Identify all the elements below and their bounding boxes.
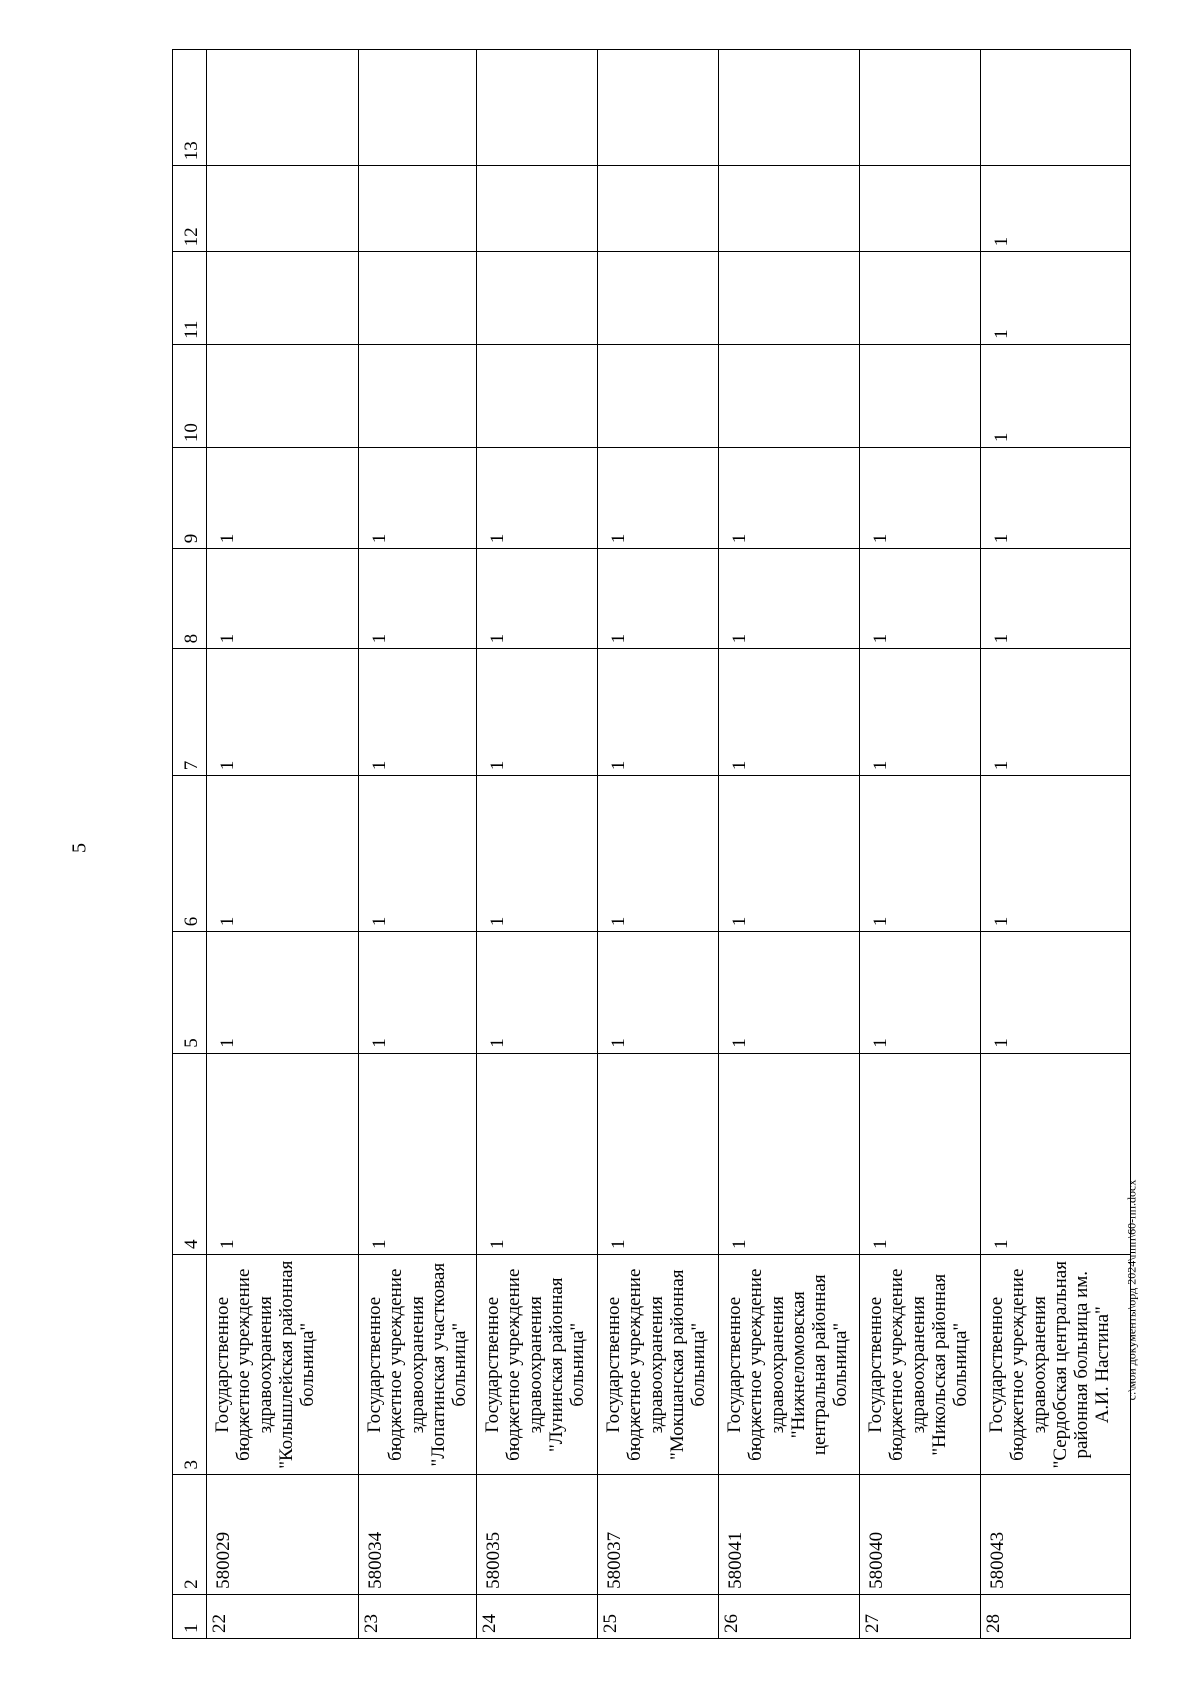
- value-cell: 1: [359, 448, 477, 549]
- value-cell: [719, 344, 860, 447]
- code-cell: 580029: [207, 1475, 359, 1594]
- organization-name-cell: Государственное бюджетное учреждение здравоохранения "Сердобская центральная районная больница им. А.И. Настина": [981, 1254, 1131, 1475]
- value-cell: 1: [981, 166, 1131, 252]
- value-cell: 1: [207, 776, 359, 932]
- value-cell: [207, 50, 359, 166]
- value-cell: [860, 166, 981, 252]
- value-cell: 1: [477, 649, 598, 776]
- code-cell: 580037: [598, 1475, 719, 1594]
- value-cell: [207, 344, 359, 447]
- value-cell: [359, 344, 477, 447]
- value-cell: [598, 344, 719, 447]
- value-cell: 1: [860, 448, 981, 549]
- header-cell: 12: [173, 166, 207, 252]
- organization-name-cell: Государственное бюджетное учреждение здравоохранения "Лопатинская участковая больница": [359, 1254, 477, 1475]
- value-cell: [598, 252, 719, 345]
- value-cell: 1: [719, 932, 860, 1054]
- value-cell: 1: [719, 549, 860, 649]
- value-cell: 1: [598, 776, 719, 932]
- value-cell: 1: [207, 649, 359, 776]
- table-header-row: [173, 50, 207, 1639]
- value-cell: [860, 252, 981, 345]
- value-cell: 1: [860, 649, 981, 776]
- header-cell: 6: [173, 776, 207, 932]
- value-cell: [719, 166, 860, 252]
- value-cell: 1: [719, 1053, 860, 1254]
- header-cell: 10: [173, 344, 207, 447]
- code-cell: 580040: [860, 1475, 981, 1594]
- value-cell: 1: [477, 448, 598, 549]
- value-cell: 1: [359, 649, 477, 776]
- value-cell: 1: [207, 1053, 359, 1254]
- value-cell: 1: [359, 776, 477, 932]
- header-cell: 2: [173, 1475, 207, 1594]
- value-cell: 1: [359, 932, 477, 1054]
- value-cell: [477, 344, 598, 447]
- organization-name-cell: Государственное бюджетное учреждение здравоохранения "Лунинская районная больница": [477, 1254, 598, 1475]
- table-row: [860, 50, 981, 1639]
- value-cell: 1: [598, 1053, 719, 1254]
- value-cell: 1: [598, 932, 719, 1054]
- header-cell: 13: [173, 50, 207, 166]
- table-container: [172, 49, 1114, 1639]
- table-row: [598, 50, 719, 1639]
- value-cell: [598, 50, 719, 166]
- code-cell: 580043: [981, 1475, 1131, 1594]
- value-cell: 1: [981, 448, 1131, 549]
- code-cell: 580041: [719, 1475, 860, 1594]
- value-cell: 1: [719, 776, 860, 932]
- value-cell: 1: [981, 252, 1131, 345]
- value-cell: [359, 252, 477, 345]
- page-number: 5: [68, 843, 91, 853]
- value-cell: 1: [207, 448, 359, 549]
- value-cell: [719, 252, 860, 345]
- code-cell: 580034: [359, 1475, 477, 1594]
- row-number-cell: 25: [598, 1594, 719, 1638]
- value-cell: 1: [207, 549, 359, 649]
- code-cell: 580035: [477, 1475, 598, 1594]
- value-cell: [359, 50, 477, 166]
- organization-name-cell: Государственное бюджетное учреждение здравоохранения "Мокшанская районная больница": [598, 1254, 719, 1475]
- value-cell: [719, 50, 860, 166]
- value-cell: 1: [359, 549, 477, 649]
- value-cell: [477, 50, 598, 166]
- row-number-cell: 24: [477, 1594, 598, 1638]
- header-cell: 8: [173, 549, 207, 649]
- header-cell: 9: [173, 448, 207, 549]
- value-cell: 1: [981, 776, 1131, 932]
- header-cell: 4: [173, 1053, 207, 1254]
- table-row: [719, 50, 860, 1639]
- value-cell: 1: [981, 549, 1131, 649]
- value-cell: [477, 252, 598, 345]
- header-cell: 11: [173, 252, 207, 345]
- value-cell: 1: [860, 1053, 981, 1254]
- value-cell: [860, 344, 981, 447]
- header-cell: 5: [173, 932, 207, 1054]
- value-cell: 1: [477, 549, 598, 649]
- value-cell: [598, 166, 719, 252]
- table-row: [477, 50, 598, 1639]
- value-cell: 1: [860, 776, 981, 932]
- table-row: [981, 50, 1131, 1639]
- table-row: [359, 50, 477, 1639]
- data-table: [172, 49, 1131, 1639]
- header-cell: 1: [173, 1594, 207, 1638]
- value-cell: [207, 252, 359, 345]
- value-cell: 1: [719, 649, 860, 776]
- table-row: [207, 50, 359, 1639]
- value-cell: [477, 166, 598, 252]
- header-cell: 7: [173, 649, 207, 776]
- footer-file-path: c:\мои документы\орд 2024\ппп\60-пп.docx: [1124, 1179, 1139, 1401]
- value-cell: 1: [981, 344, 1131, 447]
- value-cell: 1: [477, 932, 598, 1054]
- organization-name-cell: Государственное бюджетное учреждение здравоохранения "Никольская районная больница": [860, 1254, 981, 1475]
- value-cell: [359, 166, 477, 252]
- value-cell: 1: [598, 649, 719, 776]
- value-cell: 1: [207, 932, 359, 1054]
- row-number-cell: 26: [719, 1594, 860, 1638]
- row-number-cell: 27: [860, 1594, 981, 1638]
- row-number-cell: 23: [359, 1594, 477, 1638]
- value-cell: 1: [719, 448, 860, 549]
- value-cell: 1: [981, 1053, 1131, 1254]
- value-cell: 1: [981, 932, 1131, 1054]
- value-cell: [207, 166, 359, 252]
- value-cell: [860, 50, 981, 166]
- organization-name-cell: Государственное бюджетное учреждение здравоохранения "Нижнеломовская центральная районная больница": [719, 1254, 860, 1475]
- organization-name-cell: Государственное бюджетное учреждение здравоохранения "Колышлейская районная больница": [207, 1254, 359, 1475]
- value-cell: 1: [981, 649, 1131, 776]
- value-cell: [981, 50, 1131, 166]
- value-cell: 1: [477, 1053, 598, 1254]
- value-cell: 1: [359, 1053, 477, 1254]
- header-cell: 3: [173, 1254, 207, 1475]
- row-number-cell: 22: [207, 1594, 359, 1638]
- value-cell: 1: [860, 932, 981, 1054]
- value-cell: 1: [598, 549, 719, 649]
- value-cell: 1: [598, 448, 719, 549]
- value-cell: 1: [477, 776, 598, 932]
- value-cell: 1: [860, 549, 981, 649]
- row-number-cell: 28: [981, 1594, 1131, 1638]
